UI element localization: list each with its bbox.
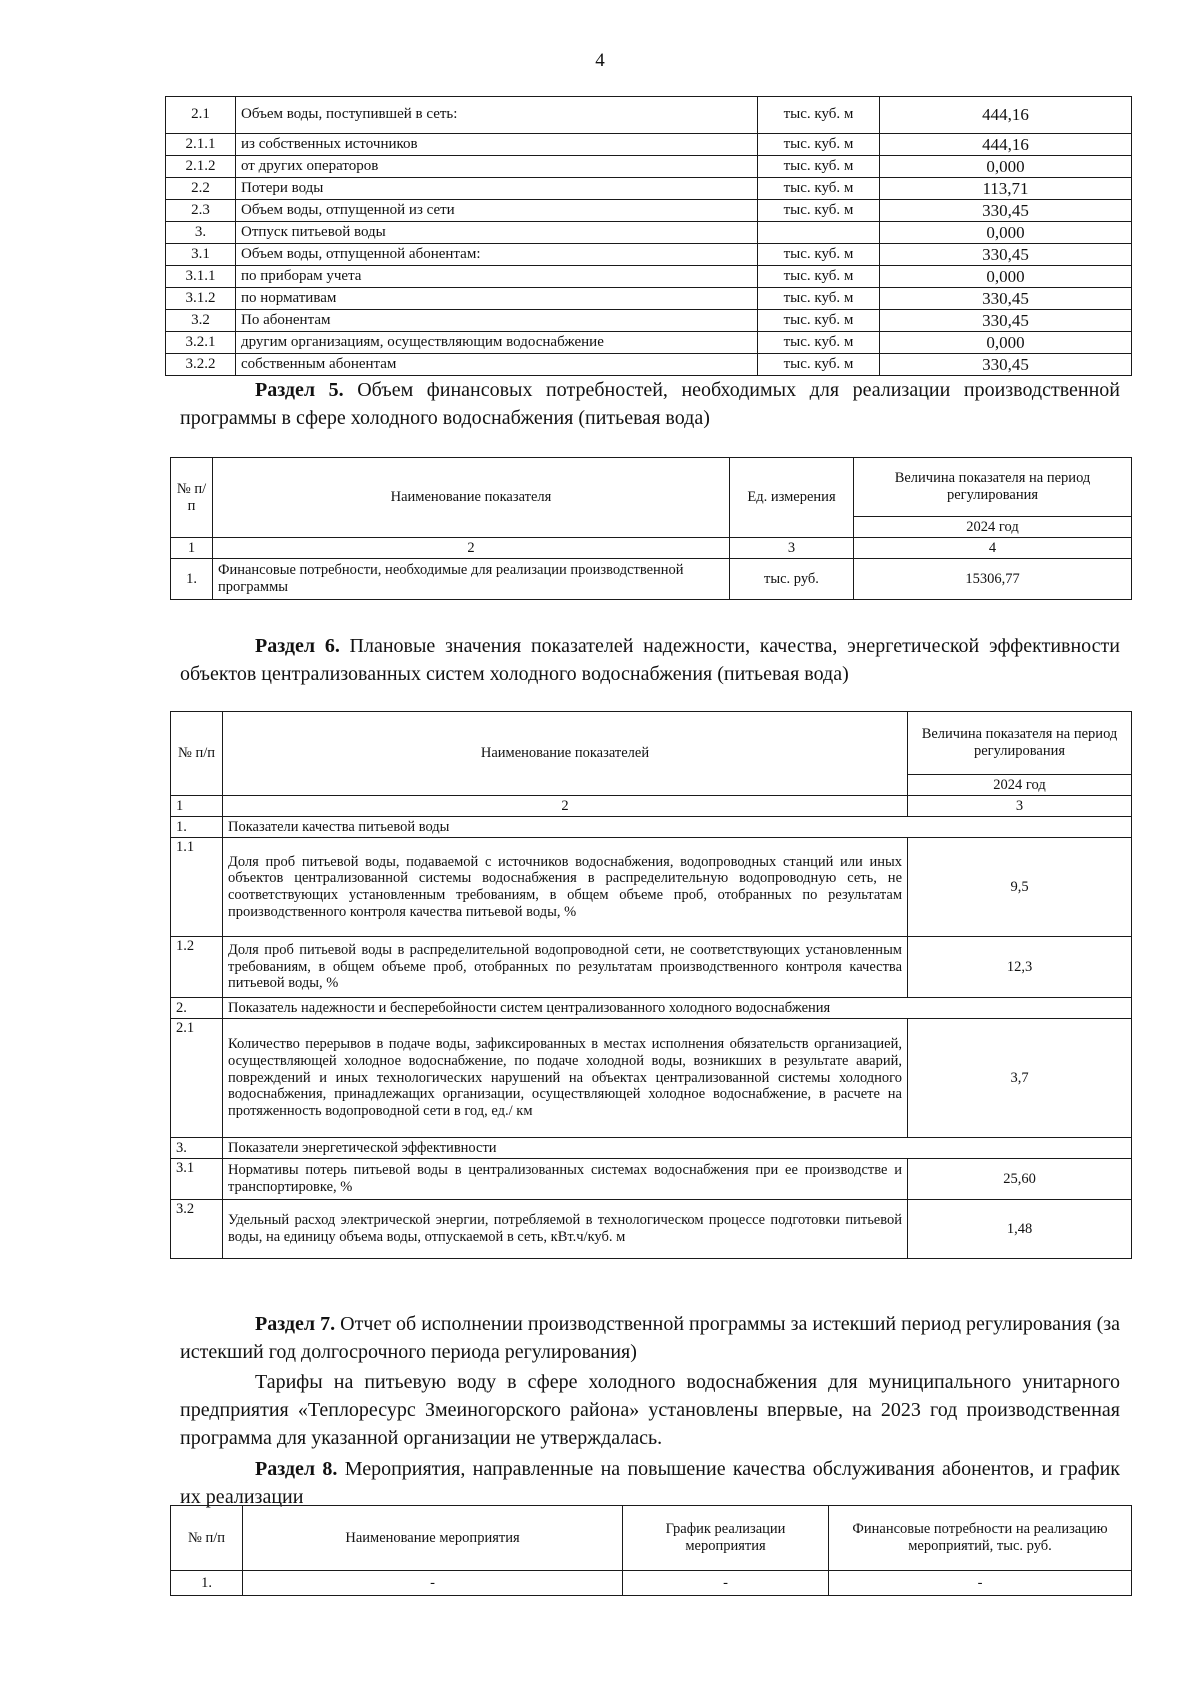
t3-colnum: 1 [171, 796, 223, 817]
water-balance-row [166, 97, 1132, 134]
t3-row-name: Количество перерывов в подаче воды, зафиксированных в местах исполнения обязательств организацией, осуществляющей холодное водоснабжение, по подаче холодной воды, возникших в результате аварий, повреждений и иных технологических нарушений на объектах централизованной системы холодного водоснабжения, принадлежащих организации, осуществляющей холодное водоснабжение, в расчете на протяженность водопроводной сети в год, ед./ км [223, 1019, 908, 1138]
t3-group-num: 3. [171, 1138, 223, 1159]
t2-head-name: Наименование показателя [213, 458, 730, 538]
row-value: 444,16 [880, 97, 1132, 134]
water-balance-row [166, 244, 1132, 266]
t3-row-name: Доля проб питьевой воды, подаваемой с источников водоснабжения, водопроводных станций или иных объектов централизованной системы водоснабжения в распределительную водопроводную сеть, не соответствующих установленным требованиям, в общем объеме проб, отобранных по результатам производственного контроля качества питьевой воды, % [223, 838, 908, 937]
row-value: 330,45 [880, 288, 1132, 310]
t2-head-num: № п/п [171, 458, 213, 538]
t3-group-name: Показатели качества питьевой воды [223, 817, 1132, 838]
t3-head-num: № п/п [171, 712, 223, 796]
section5-heading [180, 376, 1120, 432]
row-unit: тыс. куб. м [758, 97, 880, 134]
quality-indicators-table [170, 711, 1132, 1259]
t3-row-num: 1.2 [171, 937, 223, 998]
row-name: Объем воды, отпущенной абонентам: [236, 244, 758, 266]
t4-row-finance: - [829, 1571, 1132, 1596]
row-number: 3.2 [166, 310, 236, 332]
service-measures-table [170, 1505, 1132, 1596]
t3-row-value: 9,5 [908, 838, 1132, 937]
t2-head-unit: Ед. измерения [730, 458, 854, 538]
t2-colnum: 1 [171, 538, 213, 559]
row-value: 444,16 [880, 134, 1132, 156]
t2-head-year: 2024 год [854, 517, 1132, 538]
t2-colnum: 4 [854, 538, 1132, 559]
t2-row-name: Финансовые потребности, необходимые для реализации производственной программы [213, 559, 730, 600]
row-unit: тыс. куб. м [758, 332, 880, 354]
t3-row-name: Удельный расход электрической энергии, потребляемой в технологическом процессе подготовки питьевой воды, на единицу объема воды, отпускаемой в сеть, кВт.ч/куб. м [223, 1200, 908, 1259]
t3-row-name: Доля проб питьевой воды в распределительной водопроводной сети, не соответствующих установленным требованиям, в общем объеме проб, отобранных по результатам производственного контроля качества питьевой воды, % [223, 937, 908, 998]
t4-row-schedule: - [623, 1571, 829, 1596]
t3-group-name: Показатели энергетической эффективности [223, 1138, 1132, 1159]
row-name: по нормативам [236, 288, 758, 310]
section7-heading [180, 1310, 1120, 1366]
t4-head-num: № п/п [171, 1506, 243, 1571]
t3-head-value: Величина показателя на период регулирования [908, 712, 1132, 775]
t4-head-finance: Финансовые потребности на реализацию мероприятий, тыс. руб. [829, 1506, 1132, 1571]
row-value: 0,000 [880, 222, 1132, 244]
row-number: 2.2 [166, 178, 236, 200]
row-number: 2.1.2 [166, 156, 236, 178]
row-unit: тыс. куб. м [758, 288, 880, 310]
section6-label: Раздел 6. [255, 635, 340, 657]
row-number: 2.1 [166, 97, 236, 134]
row-unit [758, 222, 880, 244]
section5-label: Раздел 5. [255, 379, 344, 401]
t2-row-value: 15306,77 [854, 559, 1132, 600]
row-unit: тыс. куб. м [758, 310, 880, 332]
row-value: 330,45 [880, 354, 1132, 376]
water-balance-table [165, 96, 1132, 376]
t3-row-num: 3.2 [171, 1200, 223, 1259]
t4-head-schedule: График реализации мероприятия [623, 1506, 829, 1571]
t2-row-unit: тыс. руб. [730, 559, 854, 600]
water-balance-row [166, 156, 1132, 178]
row-value: 330,45 [880, 244, 1132, 266]
row-name: Потери воды [236, 178, 758, 200]
row-number: 2.1.1 [166, 134, 236, 156]
t3-colnum: 2 [223, 796, 908, 817]
row-name: по приборам учета [236, 266, 758, 288]
water-balance-row [166, 266, 1132, 288]
water-balance-row [166, 200, 1132, 222]
row-name: от других операторов [236, 156, 758, 178]
row-value: 0,000 [880, 266, 1132, 288]
row-name: Отпуск питьевой воды [236, 222, 758, 244]
section8-heading [180, 1455, 1120, 1511]
water-balance-row [166, 332, 1132, 354]
section6-heading [180, 632, 1120, 688]
page-number: 4 [595, 50, 605, 71]
water-balance-row [166, 310, 1132, 332]
row-unit: тыс. куб. м [758, 354, 880, 376]
section5-title: Объем финансовых потребностей, необходимых для реализации производственной программы в сфере холодного водоснабжения (питьевая вода) [180, 379, 1121, 429]
row-value: 0,000 [880, 156, 1132, 178]
t3-group-num: 1. [171, 817, 223, 838]
t3-row-value: 1,48 [908, 1200, 1132, 1259]
row-unit: тыс. куб. м [758, 244, 880, 266]
row-number: 3.2.1 [166, 332, 236, 354]
t3-row-num: 1.1 [171, 838, 223, 937]
row-value: 0,000 [880, 332, 1132, 354]
water-balance-row [166, 134, 1132, 156]
t3-group-name: Показатель надежности и бесперебойности систем централизованного холодного водоснабжения [223, 998, 1132, 1019]
section8-title: Мероприятия, направленные на повышение качества обслуживания абонентов, и график их реализации [180, 1458, 1121, 1508]
row-unit: тыс. куб. м [758, 156, 880, 178]
row-value: 330,45 [880, 200, 1132, 222]
row-unit: тыс. куб. м [758, 200, 880, 222]
row-unit: тыс. куб. м [758, 266, 880, 288]
t3-row-num: 3.1 [171, 1159, 223, 1200]
t3-colnum: 3 [908, 796, 1132, 817]
t3-row-value: 12,3 [908, 937, 1132, 998]
row-name: Объем воды, поступившей в сеть: [236, 97, 758, 134]
row-name: из собственных источников [236, 134, 758, 156]
row-name: Объем воды, отпущенной из сети [236, 200, 758, 222]
section8-label: Раздел 8. [255, 1458, 338, 1480]
section7-paragraph: Тарифы на питьевую воду в сфере холодного водоснабжения для муниципального унитарного предприятия «Теплоресурс Змеиногорского района» установлены впервые, на 2023 год производственная программа для указанной организации не утверждалась. [180, 1371, 1120, 1449]
water-balance-row [166, 222, 1132, 244]
row-number: 3. [166, 222, 236, 244]
row-number: 3.1.1 [166, 266, 236, 288]
t3-row-num: 2.1 [171, 1019, 223, 1138]
row-value: 113,71 [880, 178, 1132, 200]
t3-row-value: 3,7 [908, 1019, 1132, 1138]
row-number: 3.2.2 [166, 354, 236, 376]
t4-row-name: - [243, 1571, 623, 1596]
water-balance-row [166, 178, 1132, 200]
water-balance-table-body [166, 97, 1132, 376]
section7-label: Раздел 7. [255, 1313, 336, 1335]
row-number: 3.1 [166, 244, 236, 266]
water-balance-row [166, 354, 1132, 376]
section7-title: Отчет об исполнении производственной программы за истекший период регулирования (за истекший год долгосрочного периода регулирования) [180, 1313, 1121, 1363]
water-balance-row [166, 288, 1132, 310]
t3-head-name: Наименование показателей [223, 712, 908, 796]
t2-row-num: 1. [171, 559, 213, 600]
t3-head-year: 2024 год [908, 775, 1132, 796]
row-number: 3.1.2 [166, 288, 236, 310]
t3-row-name: Нормативы потерь питьевой воды в централизованных системах водоснабжения при ее производстве и транспортировке, % [223, 1159, 908, 1200]
row-unit: тыс. куб. м [758, 134, 880, 156]
row-name: По абонентам [236, 310, 758, 332]
t4-row-num: 1. [171, 1571, 243, 1596]
row-name: собственным абонентам [236, 354, 758, 376]
t4-head-name: Наименование мероприятия [243, 1506, 623, 1571]
t2-head-value: Величина показателя на период регулирования [854, 458, 1132, 517]
t3-row-value: 25,60 [908, 1159, 1132, 1200]
financial-needs-table [170, 457, 1132, 600]
row-value: 330,45 [880, 310, 1132, 332]
row-number: 2.3 [166, 200, 236, 222]
t2-colnum: 2 [213, 538, 730, 559]
row-name: другим организациям, осуществляющим водоснабжение [236, 332, 758, 354]
section6-title: Плановые значения показателей надежности, качества, энергетической эффективности объектов централизованных систем холодного водоснабжения (питьевая вода) [180, 635, 1120, 685]
t2-colnum: 3 [730, 538, 854, 559]
t3-group-num: 2. [171, 998, 223, 1019]
row-unit: тыс. куб. м [758, 178, 880, 200]
